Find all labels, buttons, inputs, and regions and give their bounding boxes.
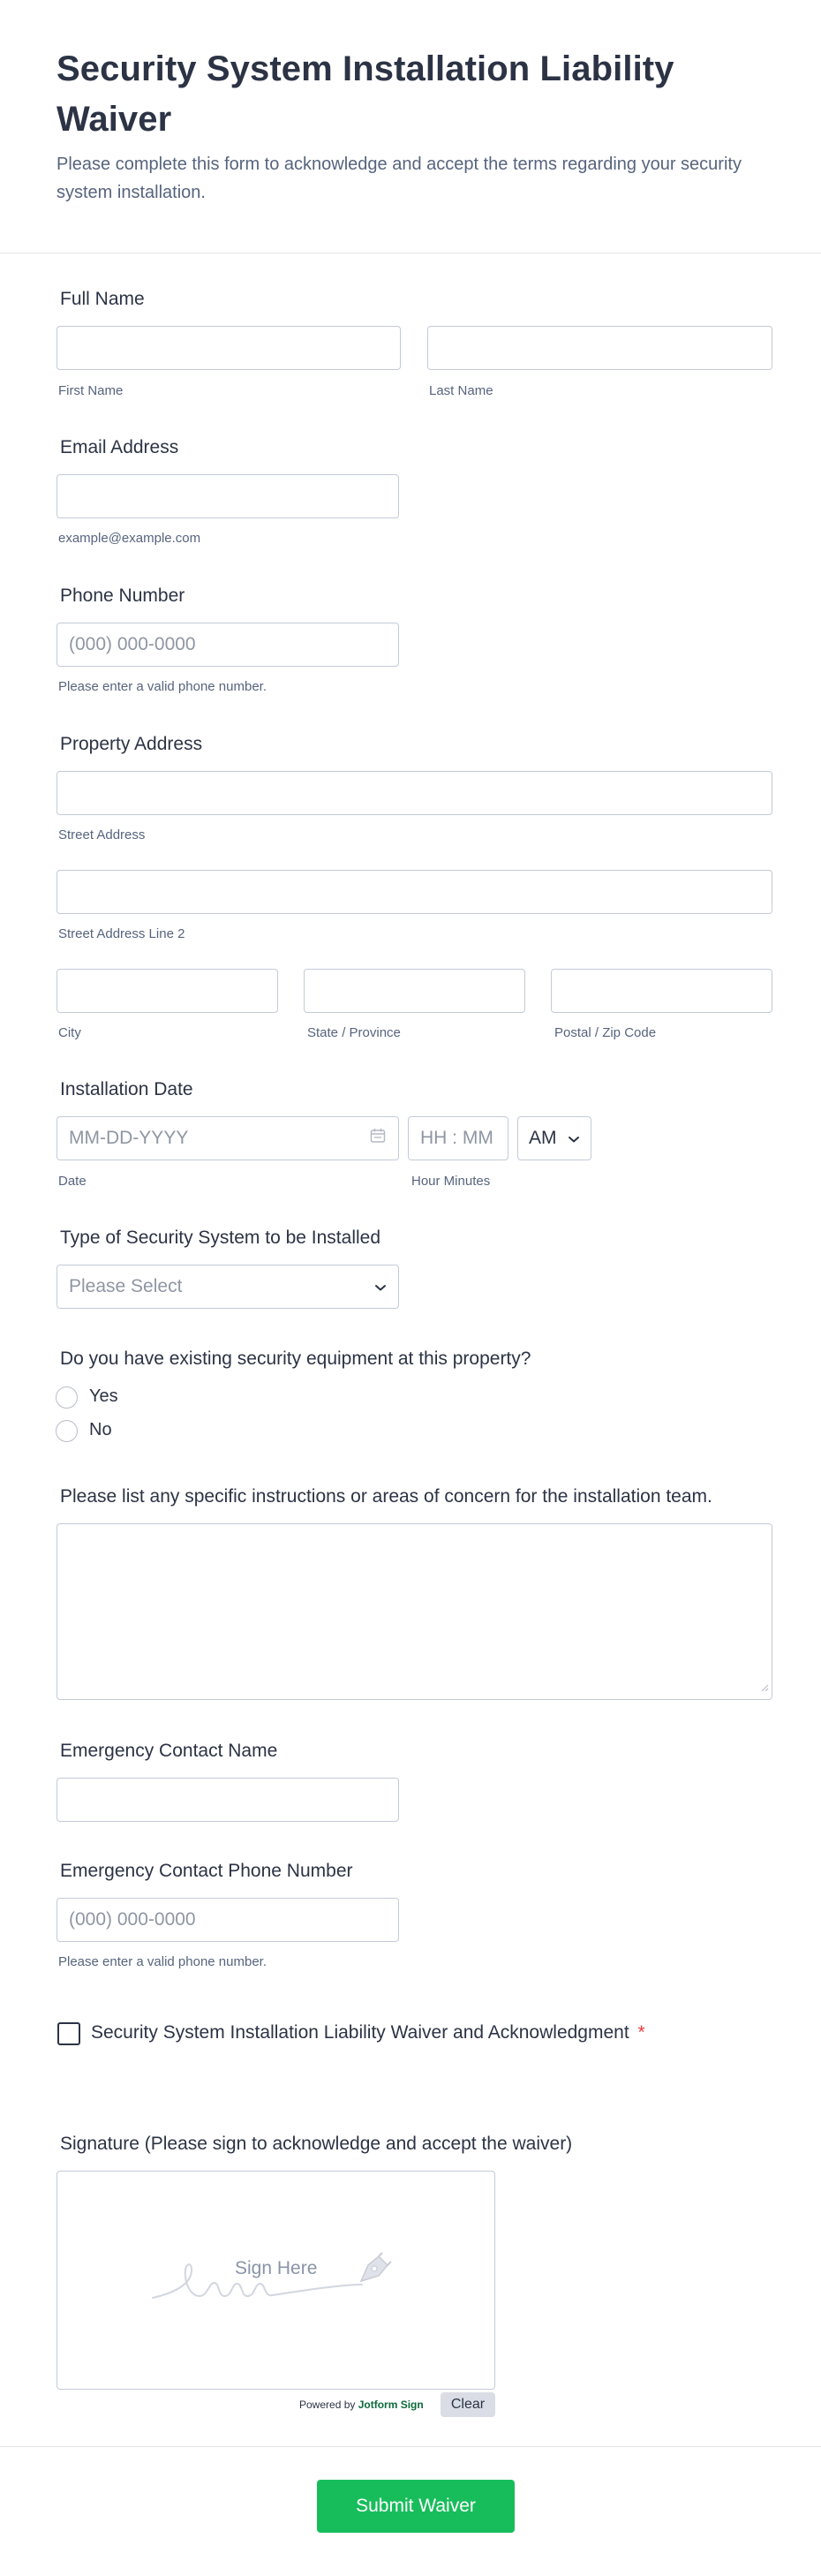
system-type-placeholder: Please Select: [69, 1276, 183, 1296]
waiver-ack-label-wrap[interactable]: [91, 2022, 645, 2043]
emergency-name-label: Emergency Contact Name: [60, 1741, 278, 1761]
system-type-label: Type of Security System to be Installed: [60, 1228, 381, 1248]
emergency-name-input[interactable]: [56, 1778, 399, 1822]
phone-placeholder: (000) 000-0000: [69, 634, 196, 654]
ampm-select[interactable]: [517, 1116, 591, 1160]
signature-pad[interactable]: [56, 2171, 495, 2390]
clear-signature-button[interactable]: Clear: [441, 2392, 495, 2417]
street-address-line2-sublabel: Street Address Line 2: [58, 926, 185, 941]
signature-scribble-icon: [57, 2172, 496, 2391]
chevron-down-icon: [374, 1276, 387, 1297]
time-placeholder: HH : MM: [420, 1128, 493, 1148]
signature-label: Signature (Please sign to acknowledge and accept the waiver): [60, 2134, 573, 2154]
phone-input[interactable]: [56, 623, 399, 667]
emergency-phone-input[interactable]: [56, 1898, 399, 1942]
emergency-phone-placeholder: (000) 000-0000: [69, 1909, 196, 1930]
submit-button[interactable]: Submit Waiver: [317, 2480, 515, 2533]
form-description: Please complete this form to acknowledge and accept the terms regarding your security system installation.: [56, 155, 742, 202]
instructions-label: Please list any specific instructions or areas of concern for the installation team.: [60, 1486, 712, 1507]
last-name-sublabel: Last Name: [429, 383, 493, 398]
street-address-input[interactable]: [56, 771, 772, 815]
radio-no-label[interactable]: No: [89, 1420, 112, 1439]
emergency-phone-sublabel: Please enter a valid phone number.: [58, 1954, 267, 1969]
emergency-phone-label: Emergency Contact Phone Number: [60, 1861, 353, 1881]
street-address-line2-input[interactable]: [56, 870, 772, 914]
time-input[interactable]: [408, 1116, 508, 1160]
full-name-label: Full Name: [60, 289, 145, 309]
date-input[interactable]: [56, 1116, 399, 1160]
phone-label: Phone Number: [60, 585, 185, 606]
street-address-sublabel: Street Address: [58, 827, 146, 842]
existing-equipment-label: Do you have existing security equipment at this property?: [60, 1348, 531, 1369]
city-sublabel: City: [58, 1025, 81, 1040]
first-name-input[interactable]: [56, 326, 401, 370]
zip-input[interactable]: [551, 969, 772, 1013]
zip-sublabel: Postal / Zip Code: [554, 1025, 657, 1040]
calendar-icon[interactable]: [369, 1127, 387, 1150]
chevron-down-icon: [568, 1128, 580, 1149]
resize-handle-icon[interactable]: [760, 1681, 769, 1696]
form-title: Security System Installation Liability Waiver: [56, 49, 674, 139]
required-asterisk: *: [637, 2022, 645, 2043]
state-sublabel: State / Province: [307, 1025, 401, 1040]
signature-placeholder: Sign Here: [235, 2258, 318, 2278]
system-type-select[interactable]: [56, 1265, 399, 1309]
waiver-ack-checkbox[interactable]: [57, 2022, 80, 2045]
radio-yes[interactable]: [56, 1386, 78, 1409]
ampm-value: AM: [529, 1128, 557, 1148]
date-sublabel: Date: [58, 1174, 87, 1189]
first-name-sublabel: First Name: [58, 383, 124, 398]
city-input[interactable]: [56, 969, 278, 1013]
last-name-input[interactable]: [427, 326, 772, 370]
email-input[interactable]: [56, 474, 399, 518]
state-input[interactable]: [304, 969, 525, 1013]
email-label: Email Address: [60, 437, 179, 457]
powered-by-brand[interactable]: Jotform Sign: [358, 2398, 424, 2411]
powered-by-prefix: Powered by: [299, 2398, 356, 2411]
form-header: [0, 0, 821, 253]
email-sublabel: example@example.com: [58, 531, 201, 546]
time-sublabel: Hour Minutes: [411, 1174, 491, 1189]
install-date-label: Installation Date: [60, 1079, 193, 1099]
instructions-textarea[interactable]: [56, 1523, 772, 1700]
footer-divider: [0, 2446, 821, 2447]
radio-yes-label[interactable]: Yes: [89, 1386, 118, 1406]
date-placeholder: MM-DD-YYYY: [69, 1128, 189, 1148]
phone-sublabel: Please enter a valid phone number.: [58, 679, 267, 694]
radio-no[interactable]: [56, 1420, 78, 1442]
powered-by: [299, 2398, 424, 2411]
address-label: Property Address: [60, 734, 203, 754]
waiver-ack-label: Security System Installation Liability Waiver and Acknowledgment: [91, 2022, 629, 2043]
